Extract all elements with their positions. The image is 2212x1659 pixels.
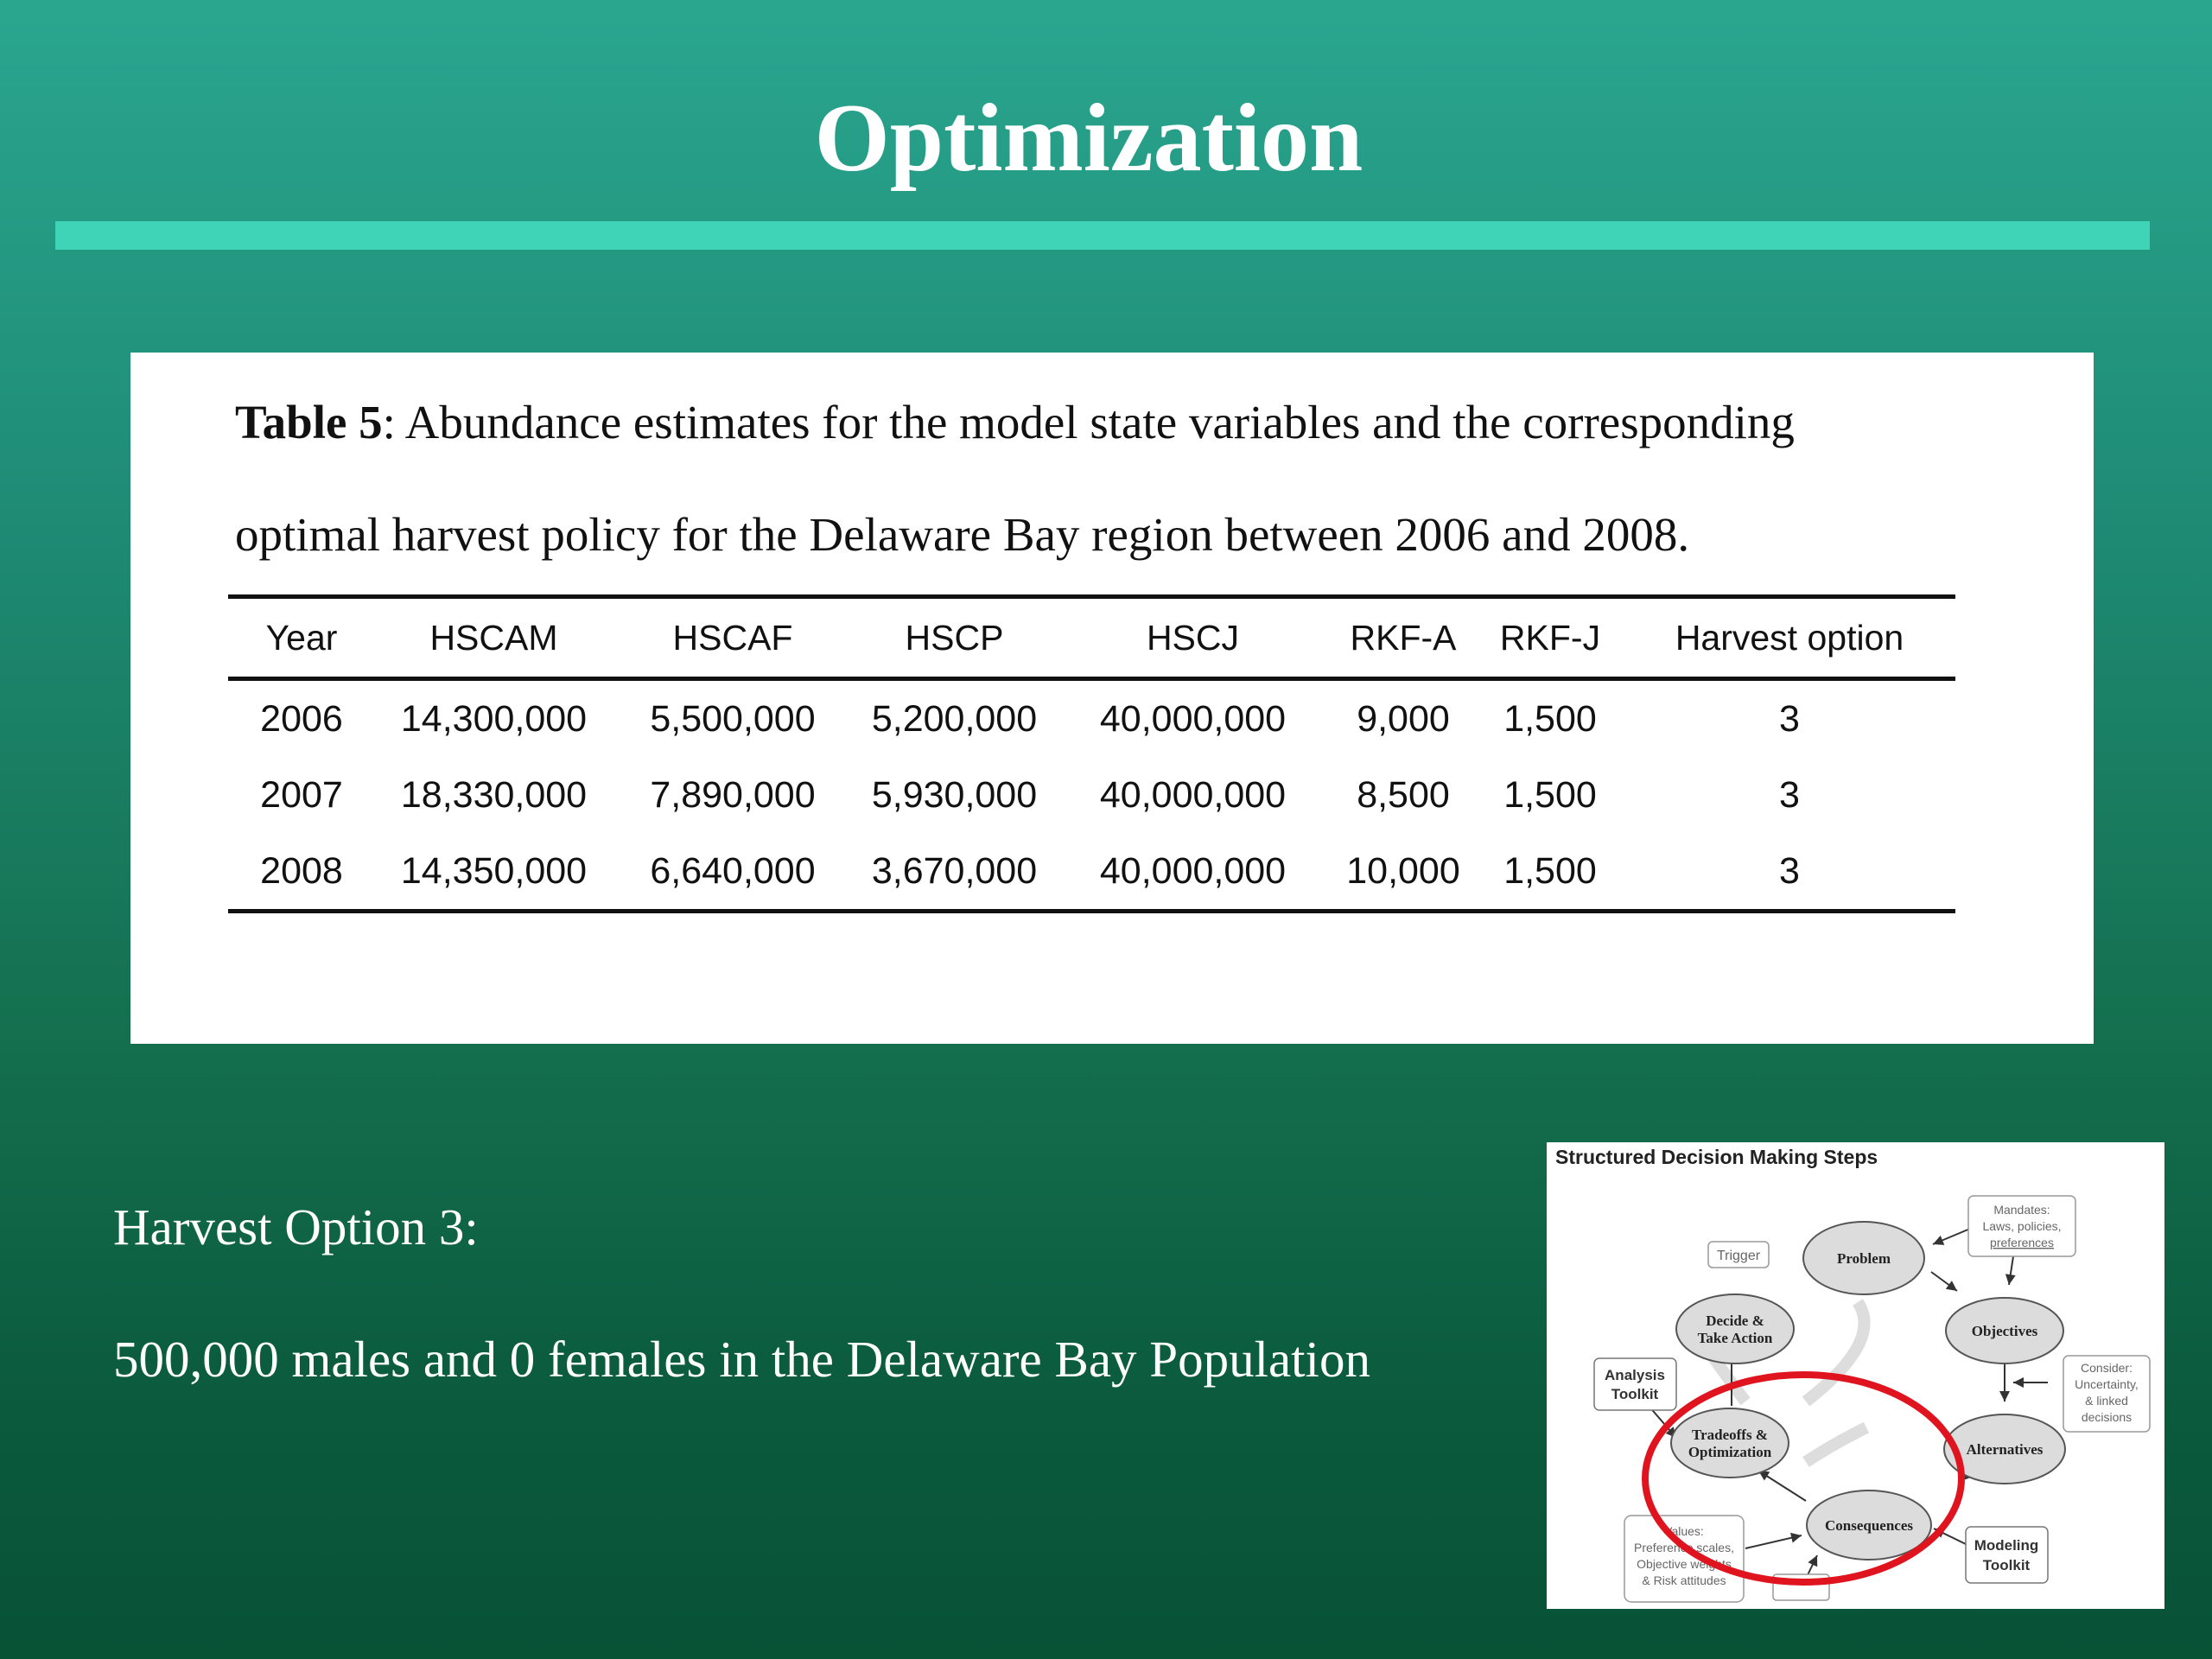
cell-hscp: 5,930,000 [871, 773, 1038, 816]
cell-year: 2006 [260, 697, 343, 740]
consider-label-line2: Uncertainty, [2075, 1377, 2139, 1391]
values-label-line4: & Risk attitudes [1642, 1573, 1726, 1587]
analysis-toolkit-line1: Analysis [1605, 1367, 1665, 1383]
sdm-diagram-canvas [1547, 1142, 2164, 1609]
header-rkf-j: RKF-J [1477, 597, 1624, 679]
table-row [228, 833, 1955, 912]
cell-hscj: 40,000,000 [1099, 773, 1287, 816]
cell-hscam: 18,330,000 [400, 773, 588, 816]
cycle-arrow [1806, 1427, 1866, 1462]
decide-node [1676, 1294, 1794, 1363]
table-row [228, 679, 1955, 758]
sdm-diagram [1547, 1142, 2164, 1609]
mandates-label-line3: preferences [1990, 1236, 2054, 1249]
mandates-label-line2: Laws, policies, [1982, 1219, 2062, 1233]
cell-hscaf: 5,500,000 [650, 697, 816, 740]
cell-year: 2008 [228, 833, 375, 912]
cell-harvest-option: 3 [1624, 833, 1955, 912]
consider-label-line1: Consider: [2081, 1361, 2133, 1375]
header-harvest-option: Harvest option [1624, 597, 1955, 679]
table-caption-label: Table 5 [235, 396, 383, 448]
table-row [228, 757, 1955, 833]
header-rkf-a: RKF-A [1330, 597, 1477, 679]
analysis-toolkit-box [1594, 1358, 1676, 1410]
header-hscj: HSCJ [1056, 597, 1330, 679]
harvest-option-description: 500,000 males and 0 females in the Delaware Bay Population [113, 1331, 1370, 1388]
cell-hscaf: 6,640,000 [613, 833, 853, 912]
arrow-mandates-problem [1933, 1229, 1970, 1244]
modeling-toolkit-box [1966, 1527, 2048, 1583]
cell-harvest-option: 3 [1779, 773, 1800, 816]
table-caption-line1: : Abundance estimates for the model state variables and the corresponding [382, 396, 1795, 448]
objectives-label: Objectives [1971, 1323, 2038, 1339]
table-header-row [228, 597, 1955, 679]
title-underline-bar [55, 221, 2150, 250]
header-hscaf: HSCAF [613, 597, 853, 679]
consider-label-line4: decisions [2081, 1410, 2133, 1424]
modeling-toolkit-line1: Modeling [1974, 1537, 2039, 1554]
tradeoffs-label-line1: Tradeoffs & [1692, 1427, 1768, 1443]
tradeoffs-node [1671, 1408, 1789, 1478]
arrow-consequences-tradeoffs [1758, 1471, 1806, 1501]
tradeoffs-label-line2: Optimization [1688, 1444, 1772, 1460]
arrow-mandates-objectives [2009, 1256, 2013, 1285]
decide-label-line1: Decide & [1706, 1313, 1764, 1329]
slide-title: Optimization [814, 85, 1363, 192]
values-label-line3: Objective weights [1637, 1557, 1732, 1571]
consider-label-line3: & linked [2085, 1394, 2128, 1408]
alternatives-label: Alternatives [1966, 1441, 2044, 1458]
sdm-diagram-title: Structured Decision Making Steps [1555, 1146, 1878, 1168]
cell-rkf-a: 9,000 [1357, 697, 1450, 740]
abundance-table [228, 594, 1955, 913]
analysis-toolkit-line2: Toolkit [1611, 1386, 1659, 1402]
highlight-circle [1645, 1375, 1961, 1582]
arrow-problem-objectives [1931, 1272, 1957, 1291]
table-caption [235, 366, 1963, 591]
trigger-label: Trigger [1716, 1249, 1761, 1263]
cell-hscam: 14,350,000 [375, 833, 613, 912]
cell-hscj: 40,000,000 [1056, 833, 1330, 912]
cell-rkf-j: 1,500 [1503, 773, 1597, 816]
cell-rkf-a: 8,500 [1357, 773, 1450, 816]
cell-hscaf: 7,890,000 [650, 773, 816, 816]
cell-rkf-j: 1,500 [1503, 697, 1597, 740]
cell-harvest-option: 3 [1779, 697, 1800, 740]
table-caption-line2: optimal harvest policy for the Delaware Bay region between 2006 and 2008. [235, 508, 1690, 561]
problem-label: Problem [1836, 1250, 1891, 1267]
header-year: Year [228, 597, 375, 679]
arrow-values-consequences [1745, 1535, 1802, 1548]
mandates-label-line1: Mandates: [1993, 1203, 2050, 1217]
values-label-line1: Values: [1664, 1524, 1704, 1538]
modeling-toolkit-line2: Toolkit [1982, 1557, 2031, 1573]
header-hscp: HSCP [853, 597, 1056, 679]
harvest-option-heading: Harvest Option 3: [113, 1198, 479, 1255]
cell-rkf-a: 10,000 [1330, 833, 1477, 912]
cell-year: 2007 [260, 773, 343, 816]
decide-label-line2: Take Action [1697, 1330, 1773, 1346]
cell-hscam: 14,300,000 [400, 697, 588, 740]
cell-hscp: 3,670,000 [853, 833, 1056, 912]
cell-hscp: 5,200,000 [871, 697, 1038, 740]
cell-rkf-j: 1,500 [1477, 833, 1624, 912]
cell-hscj: 40,000,000 [1099, 697, 1287, 740]
header-hscam: HSCAM [375, 597, 613, 679]
cycle-arrow [1806, 1302, 1865, 1402]
values-label-line2: Preference scales, [1634, 1541, 1734, 1554]
consequences-label: Consequences [1824, 1517, 1914, 1534]
